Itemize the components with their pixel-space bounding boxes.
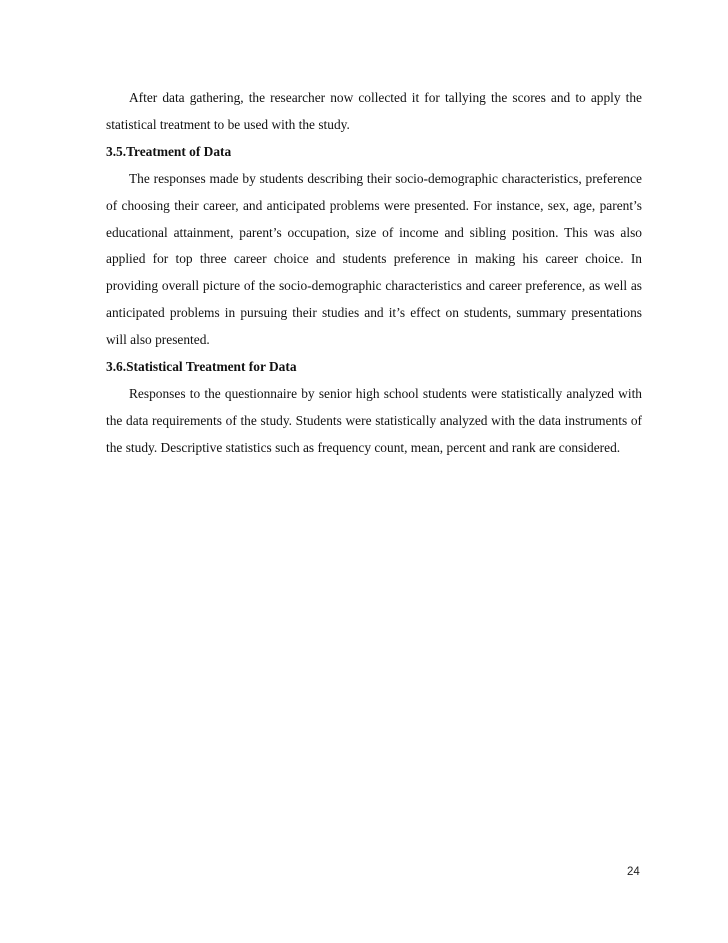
page-number: 24 [627, 866, 640, 878]
paragraph-treatment-of-data: The responses made by students describing their socio-demographic characteristics, preference of choosing their career, and anticipated problems were presented. For instance, sex, age, parent’s educational attainment, parent’s occupation, size of income and sibling position. This was also applied for top three career choice and students preference in making his career choice. In providing overall picture of the socio-demographic characteristics and career preference, as well as anticipated problems in pursuing their studies and it’s effect on students, summary presentations will also presented. [106, 170, 642, 348]
heading-treatment-of-data: 3.5.Treatment of Data [106, 143, 232, 159]
heading-statistical-treatment: 3.6.Statistical Treatment for Data [106, 359, 297, 375]
paragraph-data-gathering: After data gathering, the researcher now collected it for tallying the scores and to apply the statistical treatment to be used with the study. [106, 90, 642, 132]
paragraph-statistical-treatment: Responses to the questionnaire by senior high school students were statistically analyzed with the data requirements of the study. Students were statistically analyzed with the data instruments of the study. Descriptive statistics such as frequency count, mean, percent and rank are considered. [106, 385, 642, 455]
page-body [106, 85, 642, 462]
